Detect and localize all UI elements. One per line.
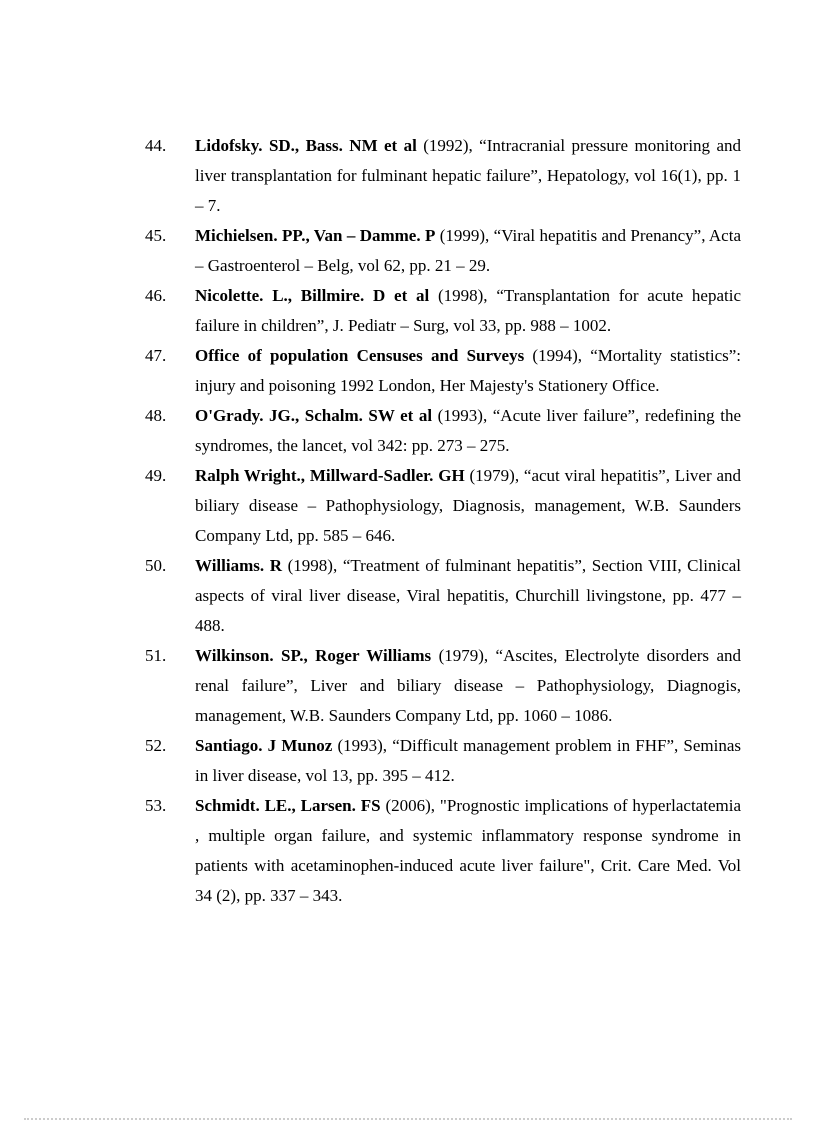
reference-number: 50. <box>145 556 167 575</box>
reference-body: (1979), “Ascites, Electrolyte disorders and renal failure”, Liver and biliary disease – Pathophysiology, Diagnogis, management, W.B. Saunders Company Ltd, pp. 1060 – 1086. <box>195 646 741 725</box>
reference-text <box>195 401 741 461</box>
reference-text <box>195 461 741 551</box>
reference-number: 47. <box>145 346 167 365</box>
reference-authors: O'Grady. JG., Schalm. SW et al <box>195 406 433 425</box>
reference-item <box>145 221 741 281</box>
reference-authors: Santiago. J Munoz <box>195 736 333 755</box>
reference-body: (1999), “Viral hepatitis and Prenancy”, Acta – Gastroenterol – Belg, vol 62, pp. 21 – 29. <box>195 226 741 275</box>
reference-authors: Michielsen. PP., Van – Damme. P <box>195 226 436 245</box>
reference-list <box>145 131 741 911</box>
page-bottom-dotted-rule <box>24 1118 792 1120</box>
reference-body: (1998), “Treatment of fulminant hepatitis”, Section VIII, Clinical aspects of viral liver disease, Viral hepatitis, Churchill livingstone, pp. 477 – 488. <box>195 556 742 635</box>
reference-body: (1993), “Difficult management problem in FHF”, Seminas in liver disease, vol 13, pp. 395 – 412. <box>195 736 742 785</box>
reference-text <box>195 641 741 731</box>
reference-text <box>195 341 741 401</box>
reference-text <box>195 731 741 791</box>
reference-number: 44. <box>145 136 167 155</box>
reference-authors: Lidofsky. SD., Bass. NM et al <box>195 136 417 155</box>
reference-number: 52. <box>145 736 167 755</box>
reference-text <box>195 281 741 341</box>
reference-body: (1979), “acut viral hepatitis”, Liver and biliary disease – Pathophysiology, Diagnosis, management, W.B. Saunders Company Ltd, pp. 585 – 646. <box>195 466 741 545</box>
reference-item <box>145 641 741 731</box>
reference-body: (1993), “Acute liver failure”, redefining the syndromes, the lancet, vol 342: pp. 273 – 275. <box>195 406 741 455</box>
reference-authors: Nicolette. L., Billmire. D et al <box>195 286 430 305</box>
reference-item <box>145 791 741 911</box>
reference-item <box>145 731 741 791</box>
reference-number: 49. <box>145 466 167 485</box>
reference-text <box>195 791 741 911</box>
reference-item <box>145 131 741 221</box>
reference-text <box>195 131 741 221</box>
reference-body: (1992), “Intracranial pressure monitoring and liver transplantation for fulminant hepatic failure”, Hepatology, vol 16(1), pp. 1 – 7. <box>195 136 741 215</box>
reference-item <box>145 401 741 461</box>
reference-item <box>145 281 741 341</box>
reference-item <box>145 461 741 551</box>
reference-item <box>145 341 741 401</box>
reference-number: 46. <box>145 286 167 305</box>
reference-number: 48. <box>145 406 167 425</box>
reference-text <box>195 551 741 641</box>
reference-authors: Ralph Wright., Millward-Sadler. GH <box>195 466 465 485</box>
reference-text <box>195 221 741 281</box>
reference-number: 53. <box>145 796 167 815</box>
reference-body: (1994), “Mortality statistics”: injury and poisoning 1992 London, Her Majesty's Stationery Office. <box>195 346 741 395</box>
reference-authors: Wilkinson. SP., Roger Williams <box>195 646 432 665</box>
reference-body: (2006), "Prognostic implications of hyperlactatemia , multiple organ failure, and systemic inflammatory response syndrome in patients with acetaminophen-induced acute liver failure", Crit. Care Med. Vol 34 (2), pp. 337 – 343. <box>195 796 741 905</box>
reference-body: (1998), “Transplantation for acute hepatic failure in children”, J. Pediatr – Surg, vol 33, pp. 988 – 1002. <box>195 286 741 335</box>
reference-number: 51. <box>145 646 167 665</box>
reference-authors: Office of population Censuses and Surveys <box>195 346 525 365</box>
reference-item <box>145 551 741 641</box>
reference-authors: Williams. R <box>195 556 283 575</box>
reference-authors: Schmidt. LE., Larsen. FS <box>195 796 381 815</box>
reference-number: 45. <box>145 226 167 245</box>
